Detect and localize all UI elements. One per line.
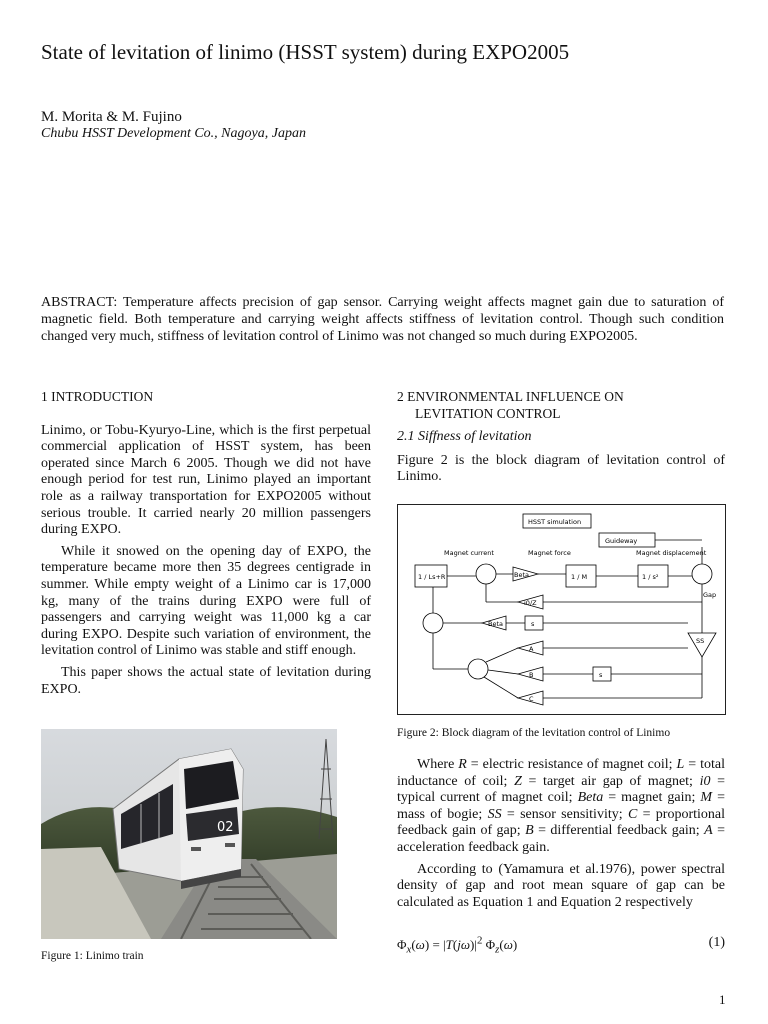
diagram-one-over-s2: 1 / s² [642,573,659,581]
page-number: 1 [719,992,726,1007]
figure-2-caption: Figure 2: Block diagram of the levitation control of Linimo [397,727,671,739]
abstract: ABSTRACT: Temperature affects precision of gap sensor. Carrying weight affects magnet gain due to saturation of magnetic field. Both temperature and carrying weight affects stiffness of levitation control. Though such condition changed very much, stiffness of levitation control of Linimo was not changed so much during EXPO2005. [41,295,724,344]
diagram-hsst-simulation: HSST simulation [528,518,582,526]
section-1-heading: 1 INTRODUCTION [41,389,154,404]
authors: M. Morita & M. Fujino [41,109,182,125]
right-column [397,389,725,486]
diagram-b: B [529,671,534,679]
figure-1-caption: Figure 1: Linimo train [41,950,144,962]
diagram-gap: Gap [703,591,717,599]
paper-title: State of levitation of linimo (HSST system) during EXPO2005 [41,40,570,64]
equation-1 [397,935,725,956]
section-2-heading-line-2: LEVITATION CONTROL [415,405,561,421]
according-paragraph: According to (Yamamura et al.1976), power spectral density of gap and root mean square of gap can be calculated as Equation 1 and Equation 2 respectively [397,861,725,910]
diagram-block-ls-r: 1 / Ls+R [418,573,446,581]
section-2-paragraph-1: Figure 2 is the block diagram of levitation control of Linimo. [397,452,725,485]
right-column-lower [397,757,725,911]
diagram-magnet-current: Magnet current [444,549,494,557]
left-column [41,389,371,698]
equation-1-formula: $\Phi_x(\omega) = |T(j\omega)|^2$ $\Phi_z(\omega)$ [397,935,518,956]
diagram-one-over-m: 1 / M [571,573,588,581]
diagram-guideway: Guideway [605,537,638,545]
intro-paragraph-1: Linimo, or Tobu-Kyuryo-Line, which is the first perpetual commercial application of HSST system, has been operated since March 6 2005. Though we did not have enough period for test run, Linimo played an important role as a railway transportation for EXPO2005 without serious trouble. It carried nearly 20 million passengers during EXPO. [41,422,371,538]
diagram-i0-over-z: i0/Z [524,599,537,607]
linimo-train-photo [41,729,337,939]
diagram-magnet-displacement: Magnet displacement [636,549,707,557]
affiliation: Chubu HSST Development Co., Nagoya, Japan [41,126,306,141]
intro-paragraph-2: While it snowed on the opening day of EXPO, the temperature became more then 35 degrees centigrade in summer. While empty weight of a Linimo car is 17,000 kg, many of the trains during EXPO were full of passengers and carrying weight was 11,000 kg a car during EXPO. Despite such variation of environment, the levitation control of Linimo was stable and stiff enough. [41,543,371,659]
diagram-c: C [529,695,534,703]
subsection-2-1-heading: 2.1 Siffness of levitation [397,429,532,445]
diagram-a: A [529,645,534,653]
intro-paragraph-3: This paper shows the actual state of levitation during EXPO. [41,664,371,697]
diagram-ss: SS [696,637,705,645]
where-definitions: Where R = electric resistance of magnet coil; L = total inductance of coil; Z = target air gap of magnet; i0 = typical current of magnet coil; Beta = magnet gain; M = mass of bogie; SS = sensor sensitivity; C = proportional feedback gain of gap; B = differential feedback gain; A = acceleration feedback gain. [397,757,726,855]
diagram-s-2: s [599,671,603,679]
train-number: 02 [217,820,234,835]
equation-1-number: (1) [708,935,725,950]
diagram-magnet-force: Magnet force [528,549,571,557]
diagram-beta-2: Beta [488,620,503,628]
diagram-s: s [531,620,535,628]
diagram-beta: Beta [514,571,529,579]
levitation-block-diagram [397,504,726,715]
section-2-heading: 2 ENVIRONMENTAL INFLUENCE ON [397,389,624,404]
